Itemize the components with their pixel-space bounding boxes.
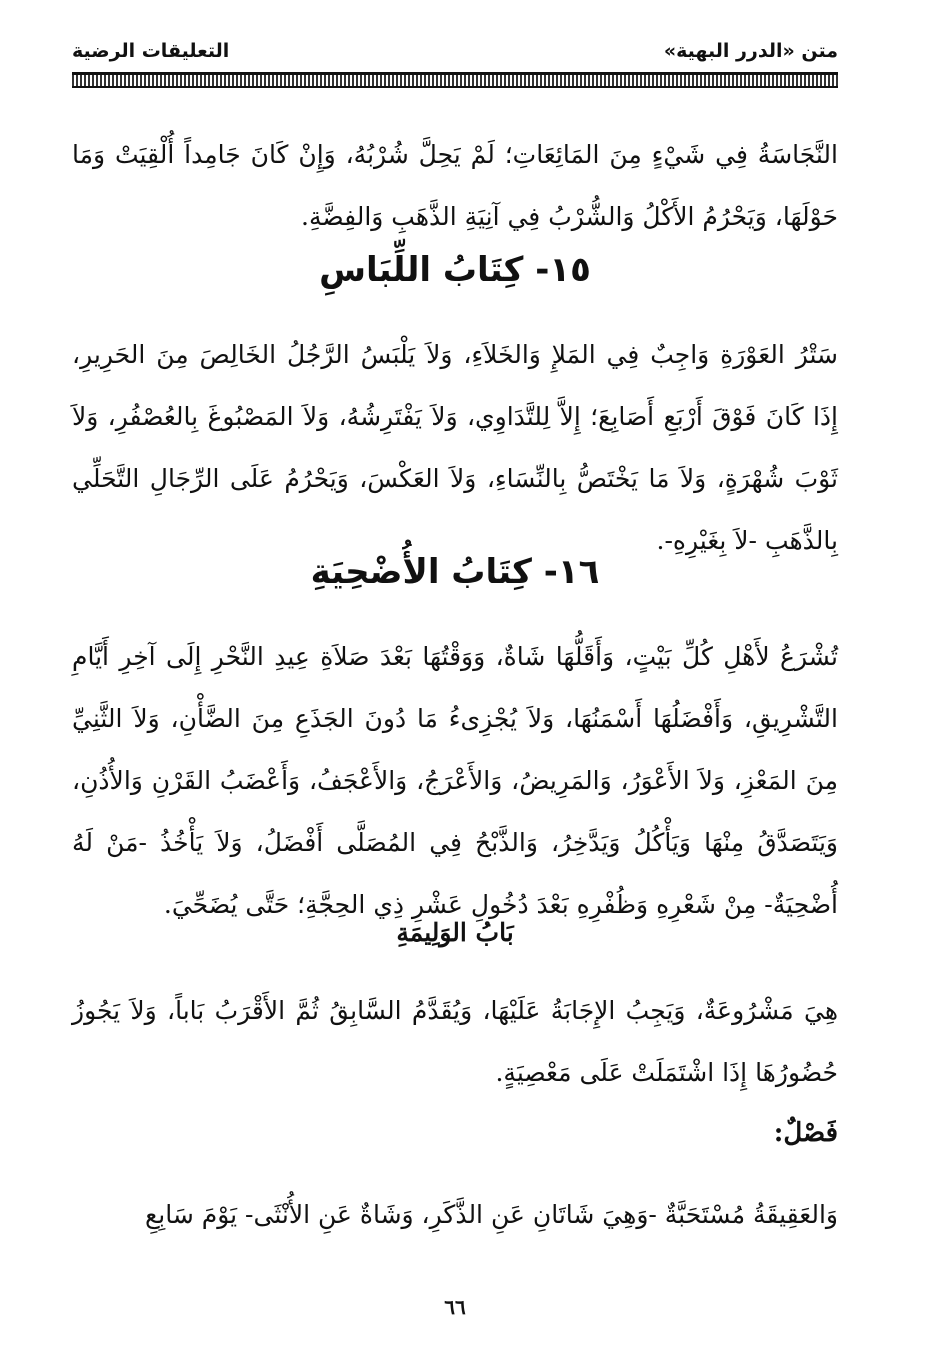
header-commentary-title: التعليقات الرضية bbox=[72, 40, 230, 62]
section-heading-walima: بَابُ الوَلِيمَةِ bbox=[396, 918, 514, 947]
header-divider bbox=[72, 72, 838, 88]
paragraph-libas: سَتْرُ العَوْرَةِ وَاجِبٌ فِي المَلإِ وَالخَلاَءِ، وَلاَ يَلْبَسُ الرَّجُلُ الخَالِصَ مِنَ الحَرِيرِ، إِذَا كَانَ فَوْقَ أَرْبَعِ أَصَابِعَ؛ إِلاَّ لِلتَّدَاوِي، وَلاَ يَفْتَرِشُهُ، وَلاَ المَصْبُوغَ بِالعُصْفُرِ، وَلاَ ثَوْبَ شُهْرَةٍ، وَلاَ مَا يَخْتَصُّ بِالنِّسَاءِ، وَلاَ العَكْسَ، وَيَحْرُمُ عَلَى الرِّجَالِ التَّحَلِّي بِالذَّهَبِ -لاَ بِغَيْرِهِ-. bbox=[72, 340, 838, 555]
fasl-heading: فَصْلٌ: bbox=[773, 1118, 838, 1148]
paragraph-walima: هِيَ مَشْرُوعَةٌ، وَيَجِبُ الإِجَابَةُ عَلَيْهَا، وَيُقَدَّمُ السَّابِقُ ثُمَّ الأَقْرَبُ بَاباً، وَلاَ يَجُوزُ حُضُورُهَا إِذَا اشْتَمَلَتْ عَلَى مَعْصِيَةٍ. bbox=[72, 996, 838, 1087]
chapter-heading-libas: ١٥- كِتَابُ اللِّبَاسِ bbox=[319, 250, 591, 290]
paragraph-udhiya: تُشْرَعُ لأَهْلِ كُلِّ بَيْتٍ، وَأَقَلُّهَا شَاةٌ، وَوَقْتُهَا بَعْدَ صَلاَةِ عِيدِ النَّحْرِ إِلَى آخِرِ أَيَّامِ التَّشْرِيقِ، وَأَفْضَلُهَا أَسْمَنُهَا، وَلاَ يُجْزِىءُ مَا دُونَ الجَذَعِ مِنَ الضَّأْنِ، وَلاَ الثَّنِيِّ مِنَ المَعْزِ، وَلاَ الأَعْوَرُ، وَالمَرِيضُ، وَالأَعْرَجُ، وَالأَعْجَفُ، وَأَعْضَبُ القَرْنِ وَالأُذُنِ، وَيَتَصَدَّقُ مِنْهَا وَيَأْكُلُ وَيَدَّخِرُ، وَالذَّبْحُ فِي المُصَلَّى أَفْضَلُ، وَلاَ يَأْخُذُ -مَنْ لَهُ أُضْحِيَةٌ- مِنْ شَعْرِهِ وَظُفْرِهِ بَعْدَ دُخُولِ عَشْرِ ذِي الحِجَّةِ؛ حَتَّى يُضَحِّيَ. bbox=[72, 642, 838, 919]
header-book-title: متن «الدرر البهية» bbox=[663, 40, 838, 62]
page-number: ٦٦ bbox=[444, 1295, 466, 1319]
chapter-heading-udhiya: ١٦- كِتَابُ الأُضْحِيَةِ bbox=[310, 552, 600, 592]
paragraph-najasa: النَّجَاسَةُ فِي شَيْءٍ مِنَ المَائِعَاتِ؛ لَمْ يَحِلَّ شُرْبُهُ، وَإِنْ كَانَ جَامِداً أُلْقِيَتْ وَمَا حَوْلَهَا، وَيَحْرُمُ الأَكْلُ وَالشُّرْبُ فِي آنِيَةِ الذَّهَبِ وَالفِضَّةِ. bbox=[72, 140, 838, 231]
running-header bbox=[72, 40, 838, 62]
paragraph-aqiqa: وَالعَقِيقَةُ مُسْتَحَبَّةٌ -وَهِيَ شَاتَانِ عَنِ الذَّكَرِ، وَشَاةٌ عَنِ الأُنْثَى- يَوْمَ سَابِعِ bbox=[144, 1200, 838, 1229]
